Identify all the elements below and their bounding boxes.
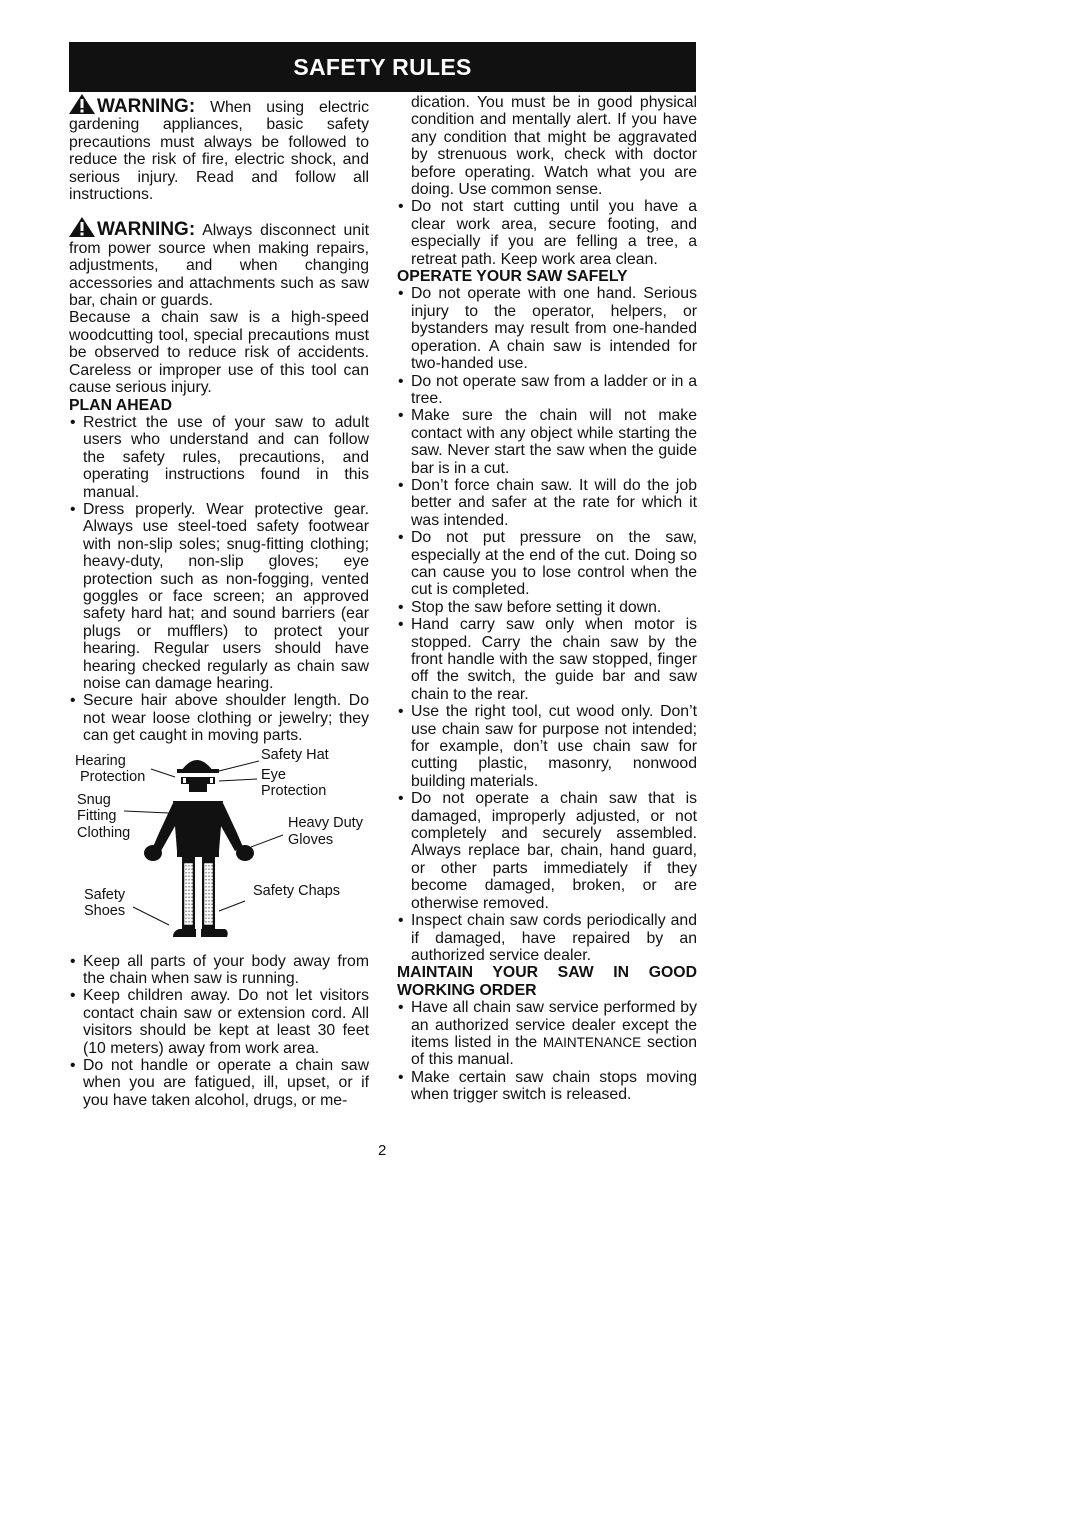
list-item: • Keep children away. Do not let visitors contact chain saw or extension cord. All visitors should be kept at least 30 feet (10 meters) away from work area. (69, 987, 369, 1057)
label-shoes-2: Shoes (84, 902, 126, 919)
warning-2-label: WARNING: (97, 219, 196, 241)
warning-2 (69, 217, 369, 309)
intro-paragraph: Because a chain saw is a high-speed woodcutting tool, special precautions must be observed to reduce risk of accidents. Careless or improper use of this tool can cause serious injury. (69, 309, 369, 397)
warning-1 (69, 94, 369, 203)
general-list (397, 198, 697, 268)
list-item: • Make certain saw chain stops moving when trigger switch is released. (397, 1069, 697, 1104)
list-item (397, 999, 697, 1069)
warning-2-text: Always disconnect unit from power source when making repairs, adjustments, and when changing accessories and attachments such as saw bar, chain or guards. (69, 222, 369, 310)
label-snug-2: Fitting (77, 807, 117, 824)
warning-1-text: When using electric gardening appliances, basic safety precautions must always be followed to reduce the risk of fire, electric shock, and serious injury. Read and follow all instructions. (69, 99, 369, 204)
plan-ahead-heading: PLAN AHEAD (69, 396, 172, 414)
list-item: • Do not start cutting until you have a clear work area, secure footing, and especially if you are felling a tree, a retreat path. Keep work area clean. (397, 198, 697, 268)
label-hearing-2: Protection (80, 768, 146, 785)
list-item: • Do not operate saw from a ladder or in a tree. (397, 373, 697, 408)
list-item: • Use the right tool, cut wood only. Don’t use chain saw for purpose not intended; for example, don’t use chain saw for cutting plastic, masonry, nonwood building materials. (397, 703, 697, 790)
list-item: • Restrict the use of your saw to adult users who understand and can follow the safety rules, precautions, and operating instructions found in this manual. (69, 414, 369, 501)
list-item: • Stop the saw before setting it down. (397, 599, 697, 616)
left-column (69, 94, 369, 1109)
label-safety-hat: Safety Hat (261, 746, 329, 763)
right-column (397, 94, 697, 1104)
page-number: 2 (378, 1142, 387, 1159)
warning-triangle-icon (69, 217, 95, 237)
list-item: • Dress properly. Wear protective gear. Always use steel-toed safety footwear with non-slip soles; snug-fitting clothing; heavy-duty, non-slip gloves; eye protection such as non-fogging, vented goggles or face screen; an approved safety hard hat; and sound barriers (ear plugs or mufflers) to protect your hearing. Regular users should have hearing checked regularly as chain saw noise can damage hearing. (69, 501, 369, 692)
operate-list (397, 285, 697, 964)
list-item: • Do not put pressure on the saw, especially at the end of the cut. Doing so can cause you to lose control when the cut is completed. (397, 529, 697, 599)
protective-gear-figure (69, 747, 369, 947)
label-eye-2: Protection (261, 782, 327, 799)
list-item: • Don’t force chain saw. It will do the job better and safer at the rate for which it was intended. (397, 477, 697, 529)
list-item: • Hand carry saw only when motor is stopped. Carry the chain saw by the front handle with the saw stopped, finger off the switch, the guide bar and saw chain to the rear. (397, 616, 697, 703)
list-item: • Make sure the chain will not make contact with any object while starting the saw. Never start the saw when the guide bar is in a cut. (397, 407, 697, 477)
label-snug-3: Clothing (77, 824, 131, 841)
list-item: • Do not handle or operate a chain saw when you are fatigued, ill, upset, or if you have taken alcohol, drugs, or me- (69, 1057, 369, 1109)
plan-ahead-list-continued (69, 953, 369, 1110)
label-shoes: Safety (84, 886, 126, 903)
spacer (69, 203, 369, 217)
label-gloves: Heavy Duty (288, 814, 363, 831)
warning-1-label: WARNING: (97, 96, 196, 117)
label-snug: Snug (77, 791, 111, 808)
section-title-banner (69, 42, 696, 92)
label-chaps: Safety Chaps (253, 882, 341, 899)
maintain-item-1-post: section of this manual. (411, 1033, 698, 1069)
label-gloves-2: Gloves (288, 831, 334, 848)
list-item: • Do not operate a chain saw that is damaged, improperly adjusted, or not completely and securely assembled. Always replace bar, chain, hand guard, or other parts immediately if they become damaged, broken, or are otherwise removed. (397, 790, 697, 912)
plan-ahead-list (69, 414, 369, 745)
maintain-item-1-pre: Have all chain saw service performed by an authorized service dealer except the items listed in the (411, 999, 697, 1051)
maintenance-reference: MAINTENANCE (542, 1034, 642, 1050)
label-hearing: Hearing (75, 752, 126, 769)
warning-triangle-icon (69, 94, 95, 114)
list-item: • Keep all parts of your body away from the chain when saw is running. (69, 953, 369, 988)
list-item: • Do not operate with one hand. Serious injury to the operator, helpers, or bystanders may result from one-handed operation. A chain saw is intended for two-handed use. (397, 285, 697, 372)
continued-paragraph: dication. You must be in good physical condition and mentally alert. If you have any condition that might be aggravated by strenuous work, check with doctor before operating. Watch what you are doing. Use common sense. (411, 94, 697, 199)
maintain-list (397, 999, 697, 1103)
operate-heading: OPERATE YOUR SAW SAFELY (397, 268, 628, 286)
list-item: • Inspect chain saw cords periodically and if damaged, have repaired by an authorized service dealer. (397, 912, 697, 964)
maintain-heading: MAINTAIN YOUR SAW IN GOOD WORKING ORDER (397, 964, 697, 999)
section-title: SAFETY RULES (293, 53, 472, 80)
list-item: • Secure hair above shoulder length. Do not wear loose clothing or jewelry; they can get caught in moving parts. (69, 692, 369, 744)
label-eye: Eye (261, 766, 286, 783)
